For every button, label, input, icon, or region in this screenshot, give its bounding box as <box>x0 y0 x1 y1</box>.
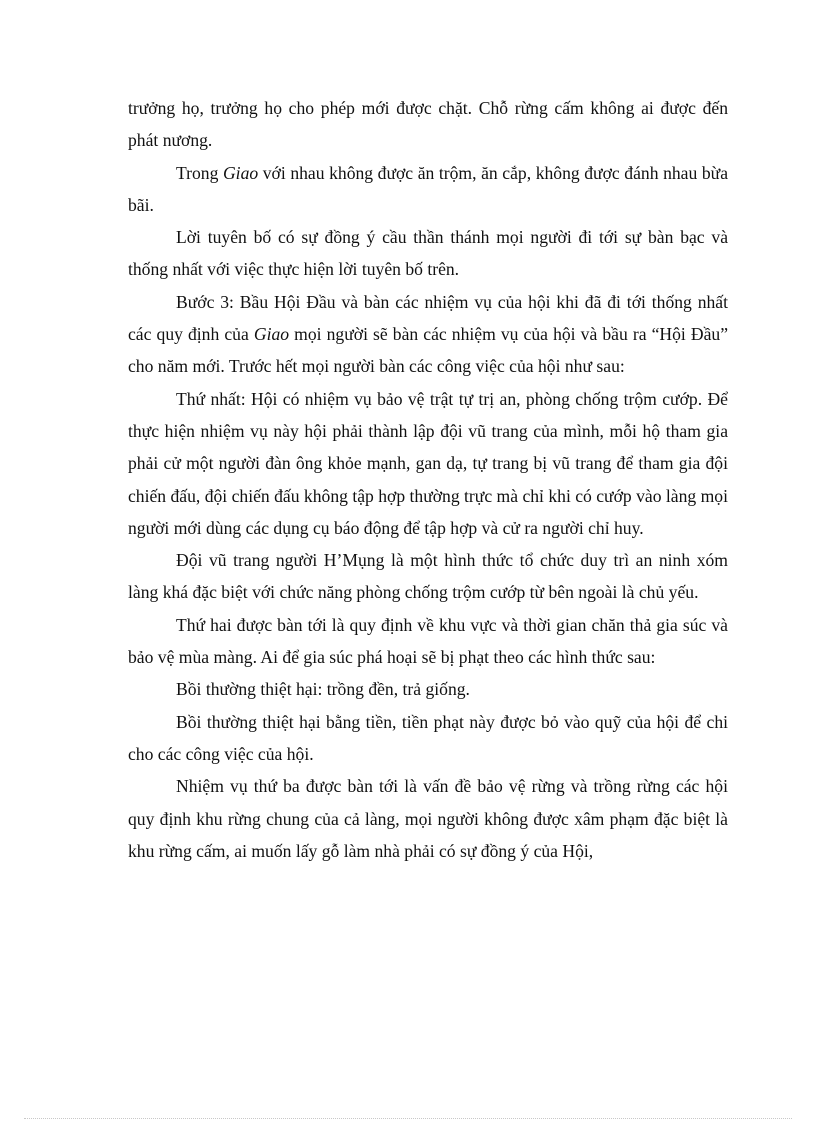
paragraph-p8: Bồi thường thiệt hại: trồng đền, trả giống. <box>176 679 470 700</box>
body-text <box>128 92 728 867</box>
paragraph-p2: Trong Giao với nhau không được ăn trộm, ăn cắp, không được đánh nhau bừa bãi. <box>128 162 728 215</box>
paragraph-p1: trưởng họ, trưởng họ cho phép mới được chặt. Chỗ rừng cấm không ai được đến phát nương. <box>128 98 728 151</box>
paragraph-p9: Bồi thường thiệt hại bằng tiền, tiền phạt này được bỏ vào quỹ của hội để chi cho các công việc của hội. <box>128 711 728 764</box>
page-bottom-divider <box>24 1118 792 1119</box>
paragraph-p3: Lời tuyên bố có sự đồng ý cầu thần thánh mọi người đi tới sự bàn bạc và thống nhất với việc thực hiện lời tuyên bố trên. <box>128 227 728 280</box>
paragraph-p4: Bước 3: Bầu Hội Đầu và bàn các nhiệm vụ của hội khi đã đi tới thống nhất các quy định của Giao mọi người sẽ bàn các nhiệm vụ của hội và bầu ra “Hội Đầu” cho năm mới. Trước hết mọi người bàn các công việc của hội như sau: <box>128 291 729 377</box>
paragraph-p6: Đội vũ trang người H’Mụng là một hình thức tổ chức duy trì an ninh xóm làng khá đặc biệt với chức năng phòng chống trộm cướp từ bên ngoài là chủ yếu. <box>128 550 728 603</box>
paragraph-p10: Nhiệm vụ thứ ba được bàn tới là vấn đề bảo vệ rừng và trồng rừng các hội quy định khu rừng chung của cả làng, mọi người không được xâm phạm đặc biệt là khu rừng cấm, ai muốn lấy gỗ làm nhà phải có sự đồng ý của Hội, <box>128 776 728 861</box>
paragraph-p7: Thứ hai được bàn tới là quy định về khu vực và thời gian chăn thả gia súc và bảo vệ mùa màng. Ai để gia súc phá hoại sẽ bị phạt theo các hình thức sau: <box>128 614 728 668</box>
paragraph-p5: Thứ nhất: Hội có nhiệm vụ bảo vệ trật tự trị an, phòng chống trộm cướp. Để thực hiện nhiệm vụ này hội phải thành lập đội vũ trang của mình, mỗi hộ tham gia phải cử một người đàn ông khỏe mạnh, gan dạ, tự trang bị vũ trang để tham gia đội chiến đấu, đội chiến đấu không tập hợp thường trực mà chỉ khi có cướp vào làng mọi người mới dùng các dụng cụ báo động để tập hợp và cử ra người chỉ huy. <box>128 388 728 538</box>
